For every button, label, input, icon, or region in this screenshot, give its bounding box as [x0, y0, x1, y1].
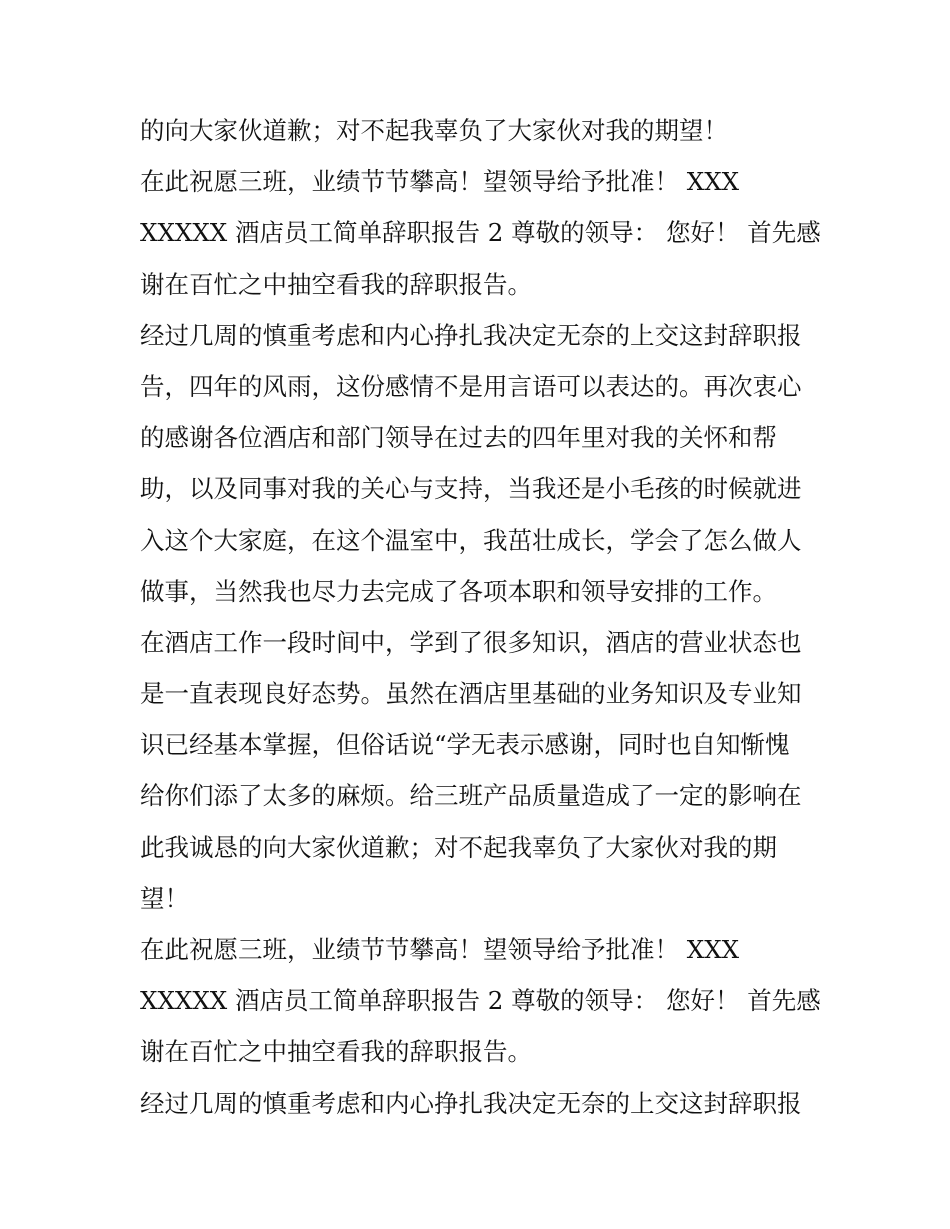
text-line: 是一直表现良好态势。虽然在酒店里基础的业务知识及专业知	[140, 679, 802, 709]
text-line: 此我诚恳的向大家伙道歉；对不起我辜负了大家伙对我的期	[140, 832, 777, 862]
text-line: 入这个大家庭，在这个温室中，我茁壮成长，学会了怎么做人	[140, 525, 802, 555]
text-line: 做事，当然我也尽力去完成了各项本职和领导安排的工作。	[140, 576, 777, 606]
text-line: 的向大家伙道歉；对不起我辜负了大家伙对我的期望！	[140, 116, 728, 145]
text-line: 助，以及同事对我的关心与支持，当我还是小毛孩的时候就进	[140, 474, 802, 504]
text-line: 谢在百忙之中抽空看我的辞职报告。	[140, 1037, 532, 1067]
text-line: 在此祝愿三班，业绩节节攀高！望领导给予批准！ XXX	[140, 935, 740, 964]
text-line: XXXXX 酒店员工简单辞职报告 2 尊敬的领导： 您好！ 首先感	[140, 218, 821, 248]
text-line: 望！	[140, 883, 189, 913]
text-line: 在酒店工作一段时间中，学到了很多知识，酒店的营业状态也	[140, 627, 802, 657]
text-line: 经过几周的慎重考虑和内心挣扎我决定无奈的上交这封辞职报	[140, 1088, 802, 1118]
document-body	[140, 105, 820, 1129]
text-line: 给你们添了太多的麻烦。给三班产品质量造成了一定的影响在	[140, 781, 802, 811]
text-line: XXXXX 酒店员工简单辞职报告 2 尊敬的领导： 您好！ 首先感	[140, 986, 821, 1016]
text-line: 经过几周的慎重考虑和内心挣扎我决定无奈的上交这封辞职报	[140, 320, 802, 350]
text-line: 告，四年的风雨，这份感情不是用言语可以表达的。再次衷心	[140, 371, 802, 401]
text-line: 在此祝愿三班，业绩节节攀高！望领导给予批准！ XXX	[140, 167, 740, 197]
text-line: 谢在百忙之中抽空看我的辞职报告。	[140, 269, 532, 299]
text-line: 识已经基本掌握，但俗话说“学无表示感谢，同时也自知惭愧	[140, 730, 790, 760]
text-line: 的感谢各位酒店和部门领导在过去的四年里对我的关怀和帮	[140, 423, 777, 453]
